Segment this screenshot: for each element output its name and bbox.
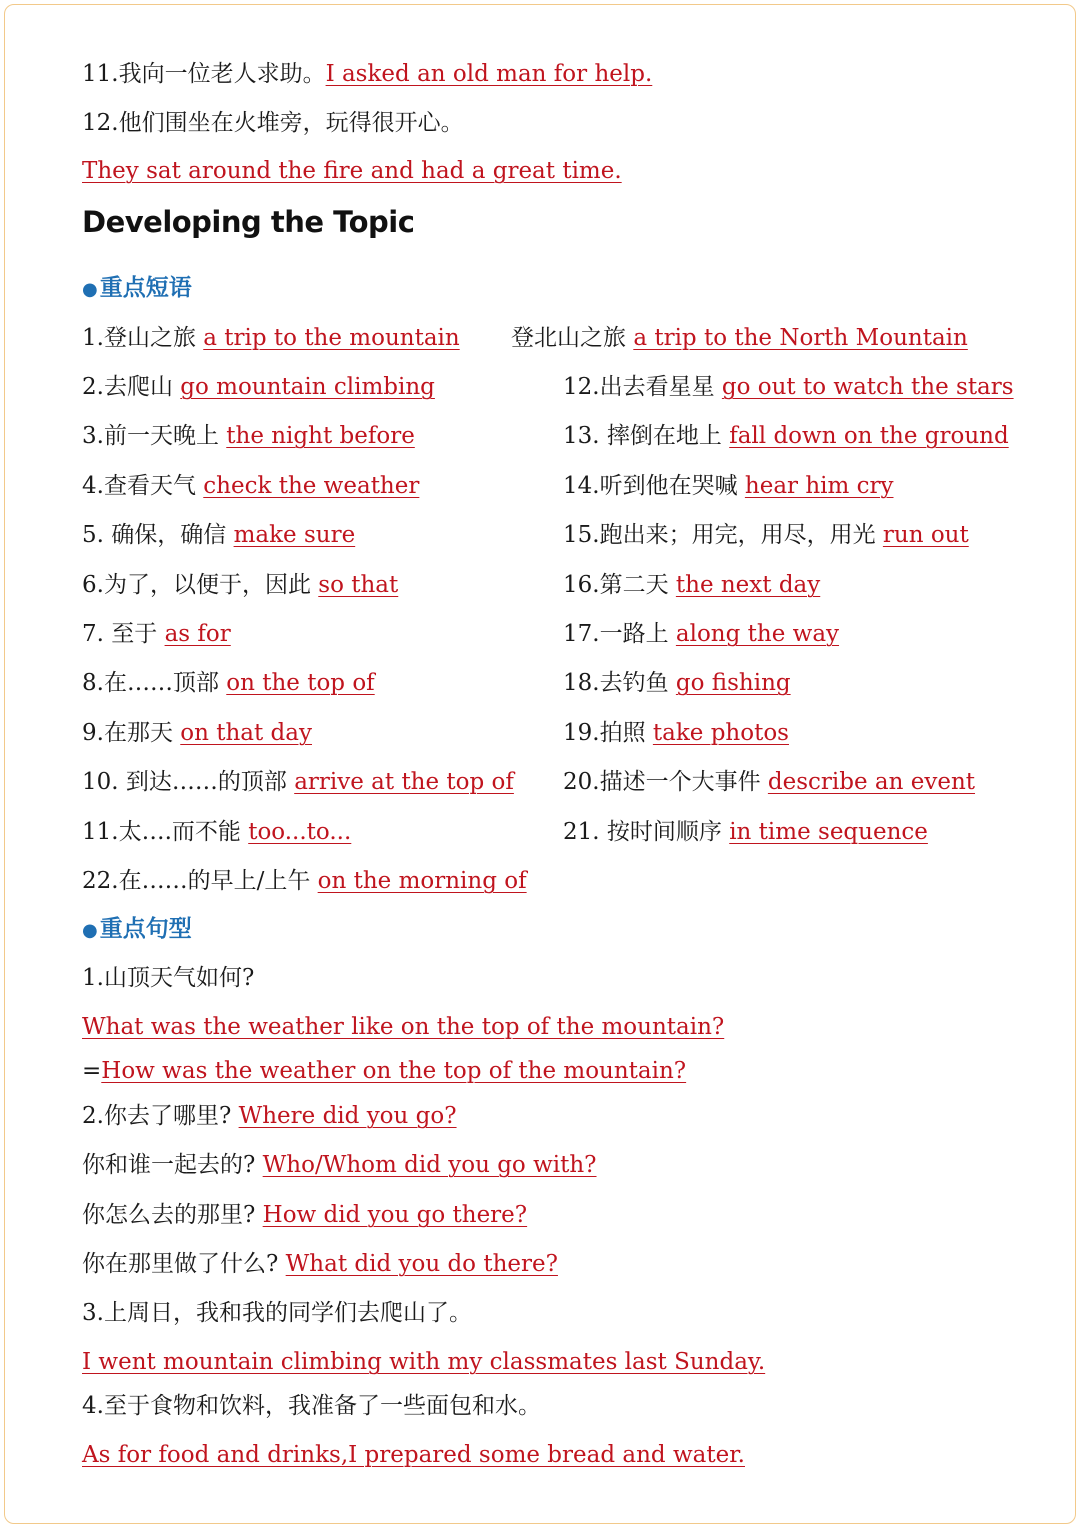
phrase-item bbox=[82, 866, 527, 896]
phrase-prompt: 8.在……顶部 bbox=[82, 670, 227, 696]
phrase-item bbox=[82, 323, 460, 353]
section-label: 重点句型 bbox=[99, 916, 192, 942]
phrase-answer: go fishing bbox=[675, 670, 791, 696]
phrase-prompt: 22.在……的早上/上午 bbox=[82, 868, 318, 894]
phrase-prompt: 20.描述一个大事件 bbox=[563, 769, 768, 795]
sentence-item bbox=[82, 1391, 541, 1421]
top-item bbox=[82, 59, 652, 89]
phrase-item bbox=[563, 421, 1009, 451]
phrase-prompt: 17.一路上 bbox=[563, 621, 676, 647]
phrase-prompt: 19.拍照 bbox=[563, 720, 653, 746]
phrase-prompt: 16.第二天 bbox=[563, 572, 676, 598]
phrase-item bbox=[82, 421, 415, 451]
phrase-answer: the next day bbox=[675, 572, 821, 598]
phrase-answer: run out bbox=[882, 522, 969, 548]
section-title-sentences bbox=[82, 914, 192, 946]
section-title-phrases bbox=[82, 273, 192, 305]
phrase-item bbox=[563, 817, 928, 847]
phrase-answer: go mountain climbing bbox=[180, 374, 435, 400]
top-item bbox=[82, 108, 464, 138]
sentence-prompt: 4.至于食物和饮料，我准备了一些面包和水。 bbox=[82, 1393, 541, 1419]
phrase-item bbox=[563, 471, 894, 501]
phrase-answer: a trip to the mountain bbox=[203, 325, 460, 351]
phrase-answer: fall down on the ground bbox=[729, 423, 1009, 449]
phrase-answer: so that bbox=[318, 572, 399, 598]
phrase-answer: describe an event bbox=[767, 769, 976, 795]
phrase-item bbox=[82, 767, 514, 797]
phrase-prompt: 13. 摔倒在地上 bbox=[563, 423, 730, 449]
phrase-answer: make sure bbox=[233, 522, 356, 548]
sentence-item bbox=[82, 1347, 765, 1377]
phrase-item bbox=[563, 767, 975, 797]
sentence-item bbox=[82, 1012, 724, 1042]
phrase-item bbox=[82, 668, 375, 698]
sentence-answer: How did you go there? bbox=[262, 1202, 528, 1228]
sentence-answer: What did you do there? bbox=[285, 1251, 558, 1277]
sentence-item bbox=[82, 1056, 686, 1086]
phrase-prompt: 6.为了，以便于，因此 bbox=[82, 572, 319, 598]
phrase-prompt: 登北山之旅 bbox=[511, 325, 634, 351]
phrase-answer: a trip to the North Mountain bbox=[633, 325, 968, 351]
phrase-item bbox=[563, 619, 839, 649]
phrase-prompt: 12.出去看星星 bbox=[563, 374, 722, 400]
sentence-item bbox=[82, 1298, 472, 1328]
sentence-answer: Who/Whom did you go with? bbox=[262, 1152, 597, 1178]
sentence-prompt: 2.你去了哪里? bbox=[82, 1103, 239, 1129]
phrase-prompt: 21. 按时间顺序 bbox=[563, 819, 730, 845]
sentence-prompt: 你和谁一起去的? bbox=[82, 1152, 263, 1178]
sentence-item bbox=[82, 1101, 457, 1131]
phrase-item bbox=[82, 817, 351, 847]
phrase-prompt: 18.去钓鱼 bbox=[563, 670, 676, 696]
phrase-item bbox=[563, 718, 789, 748]
phrase-answer: on the top of bbox=[226, 670, 375, 696]
sentence-prompt: = bbox=[82, 1058, 102, 1084]
phrase-answer: arrive at the top of bbox=[294, 769, 514, 795]
sentence-prompt: 你在那里做了什么? bbox=[82, 1251, 286, 1277]
phrase-prompt: 14.听到他在哭喊 bbox=[563, 473, 745, 499]
item-answer: I asked an old man for help. bbox=[325, 61, 653, 87]
sentence-prompt: 1.山顶天气如何? bbox=[82, 965, 255, 991]
phrase-prompt: 7. 至于 bbox=[82, 621, 165, 647]
phrase-prompt: 10. 到达……的顶部 bbox=[82, 769, 295, 795]
sentence-prompt: 你怎么去的那里? bbox=[82, 1202, 263, 1228]
item-prompt: 11.我向一位老人求助。 bbox=[82, 61, 326, 87]
phrase-answer: hear him cry bbox=[744, 473, 894, 499]
sentence-prompt: 3.上周日，我和我的同学们去爬山了。 bbox=[82, 1300, 472, 1326]
phrase-answer: as for bbox=[164, 621, 231, 647]
phrase-item bbox=[563, 570, 820, 600]
phrase-answer: the night before bbox=[226, 423, 415, 449]
phrase-prompt: 5. 确保，确信 bbox=[82, 522, 234, 548]
phrase-answer: go out to watch the stars bbox=[721, 374, 1014, 400]
sentence-answer: I went mountain climbing with my classmates last Sunday. bbox=[82, 1349, 766, 1375]
phrase-prompt: 4.查看天气 bbox=[82, 473, 204, 499]
sentence-answer: What was the weather like on the top of the mountain? bbox=[82, 1014, 725, 1040]
phrase-item bbox=[82, 471, 419, 501]
phrase-answer: on that day bbox=[180, 720, 312, 746]
phrase-prompt: 2.去爬山 bbox=[82, 374, 181, 400]
phrase-prompt: 9.在那天 bbox=[82, 720, 181, 746]
sentence-answer: Where did you go? bbox=[238, 1103, 457, 1129]
item-answer: They sat around the fire and had a great time. bbox=[82, 158, 622, 184]
topic-heading: Developing the Topic bbox=[82, 205, 415, 239]
top-item bbox=[82, 156, 622, 186]
phrase-prompt: 15.跑出来；用完，用尽，用光 bbox=[563, 522, 883, 548]
phrase-answer: take photos bbox=[652, 720, 789, 746]
sentence-answer: How was the weather on the top of the mountain? bbox=[101, 1058, 687, 1084]
phrase-item bbox=[563, 668, 791, 698]
sentence-item bbox=[82, 1200, 527, 1230]
phrase-item bbox=[82, 570, 398, 600]
phrase-item bbox=[82, 619, 231, 649]
bullet-icon: ● bbox=[82, 920, 98, 941]
phrase-item bbox=[82, 718, 312, 748]
phrase-item bbox=[82, 520, 355, 550]
item-prompt: 12.他们围坐在火堆旁，玩得很开心。 bbox=[82, 110, 464, 136]
sentence-item bbox=[82, 1440, 745, 1470]
sentence-item bbox=[82, 1249, 558, 1279]
bullet-icon: ● bbox=[82, 279, 98, 300]
phrase-prompt: 1.登山之旅 bbox=[82, 325, 204, 351]
sentence-answer: As for food and drinks,I prepared some bread and water. bbox=[82, 1442, 745, 1468]
phrase-item bbox=[563, 372, 1014, 402]
phrase-answer: check the weather bbox=[203, 473, 420, 499]
phrase-item bbox=[563, 520, 969, 550]
phrase-item bbox=[82, 372, 435, 402]
sentence-item bbox=[82, 963, 254, 993]
section-label: 重点短语 bbox=[99, 275, 192, 301]
sentence-item bbox=[82, 1150, 597, 1180]
phrase-answer: too...to... bbox=[248, 819, 352, 845]
phrase-item bbox=[511, 323, 968, 353]
phrase-prompt: 11.太….而不能 bbox=[82, 819, 249, 845]
phrase-answer: in time sequence bbox=[729, 819, 928, 845]
worksheet-page bbox=[4, 4, 1076, 1524]
phrase-answer: on the morning of bbox=[317, 868, 527, 894]
phrase-prompt: 3.前一天晚上 bbox=[82, 423, 227, 449]
phrase-answer: along the way bbox=[675, 621, 840, 647]
